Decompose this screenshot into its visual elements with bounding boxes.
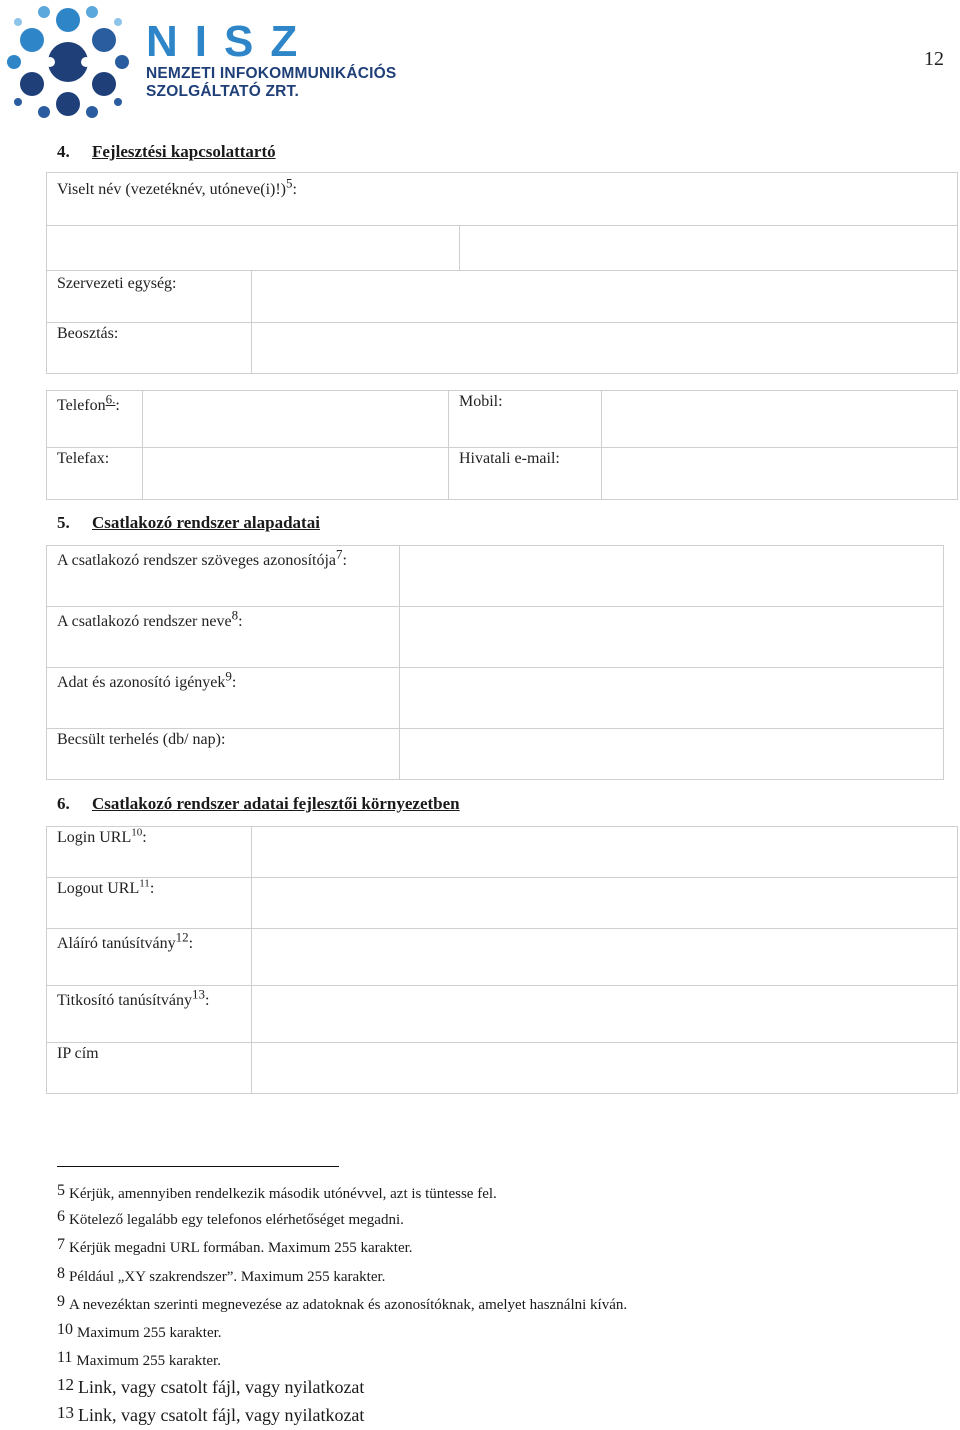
footnote-number: 10 [57, 1321, 73, 1338]
dev-environment-table [46, 826, 958, 1094]
login-url-label: Login URL [57, 829, 132, 846]
unit-label: Szervezeti egység: [57, 275, 177, 292]
label-suffix: : [342, 552, 347, 569]
section-title: Csatlakozó rendszer alapadatai [92, 513, 320, 532]
system-id-input-cell[interactable] [400, 546, 944, 607]
position-label: Beosztás: [57, 325, 119, 342]
footnote-number: 9 [57, 1293, 65, 1310]
fax-label: Telefax: [57, 450, 110, 467]
logo-line-2: SZOLGÁLTATÓ ZRT. [146, 83, 300, 100]
logout-url-label: Logout URL [57, 880, 140, 897]
footnote-ref-7[interactable]: 7 [336, 546, 343, 562]
dev-row-label-cell [47, 1043, 252, 1094]
dev-row-label-cell [47, 986, 252, 1043]
phone-label-cell [47, 391, 143, 448]
footnote-5 [57, 1182, 497, 1203]
footnote-text: Kérjük megadni URL formában. Maximum 255 karakter. [69, 1240, 413, 1256]
logo-line-1: NEMZETI INFOKOMMUNIKÁCIÓS [146, 65, 397, 82]
footnote-number: 13 [57, 1403, 74, 1422]
encryption-cert-input-cell[interactable] [252, 986, 958, 1043]
mobile-label-cell [449, 391, 602, 448]
footnote-10 [57, 1321, 222, 1342]
data-needs-label: Adat és azonosító igények [57, 674, 226, 691]
label-suffix: : [231, 674, 237, 691]
name-label-cell [47, 173, 958, 226]
position-input-cell[interactable] [252, 323, 958, 374]
email-label: Hivatali e-mail: [459, 450, 560, 467]
label-suffix: : [238, 613, 243, 630]
label-suffix: : [149, 880, 155, 897]
encryption-cert-label: Titkosító tanúsítvány [57, 992, 192, 1009]
footnote-ref-13[interactable]: 13 [191, 986, 205, 1002]
footnote-ref-11[interactable]: 11 [139, 877, 150, 890]
email-label-cell [449, 448, 602, 500]
section-6-heading [57, 794, 460, 814]
footnote-number: 7 [57, 1236, 65, 1253]
footnote-ref-8[interactable]: 8 [231, 607, 239, 623]
footnote-8 [57, 1265, 386, 1286]
footnote-ref-9[interactable]: 9 [225, 668, 232, 684]
label-suffix: : [142, 829, 147, 846]
name-input-cell-2[interactable] [460, 226, 958, 271]
footnote-9 [57, 1293, 628, 1314]
footnote-13 [57, 1405, 364, 1426]
dev-row-label-cell [47, 827, 252, 878]
footnote-number: 5 [57, 1182, 65, 1199]
footnote-text: Maximum 255 karakter. [76, 1353, 221, 1369]
footnote-text: Link, vagy csatolt fájl, vagy nyilatkozat [78, 1377, 365, 1397]
page-number: 12 [924, 48, 944, 70]
unit-label-cell [47, 271, 252, 323]
footnote-ref-12[interactable]: 12 [175, 929, 189, 945]
nisz-logo-mark-icon [4, 4, 132, 120]
label-suffix: : [204, 992, 210, 1009]
footnote-text: Például „XY szakrendszer”. Maximum 255 karakter. [69, 1269, 386, 1285]
system-name-label: A csatlakozó rendszer neve [57, 613, 232, 630]
section-title: Csatlakozó rendszer adatai fejlesztői környezetben [92, 794, 460, 813]
name-label: Viselt név (vezetéknév, utóneve(i)!) [57, 181, 287, 198]
fax-input-cell[interactable] [143, 448, 449, 500]
footnote-separator [57, 1166, 339, 1167]
logo-wordmark: NISZ [146, 17, 315, 66]
system-name-input-cell[interactable] [400, 607, 944, 668]
ip-address-label: IP cím [57, 1045, 99, 1062]
footnote-text: Kérjük, amennyiben rendelkezik második utónévvel, azt is tüntesse fel. [69, 1186, 497, 1202]
mobile-input-cell[interactable] [602, 391, 958, 448]
footnote-text: Maximum 255 karakter. [77, 1325, 222, 1341]
footnote-number: 12 [57, 1375, 74, 1394]
footnote-text: Link, vagy csatolt fájl, vagy nyilatkozat [78, 1405, 365, 1425]
section-5-heading [57, 513, 320, 533]
phone-input-cell[interactable] [143, 391, 449, 448]
footnote-ref-5[interactable]: 5 [286, 175, 293, 191]
logout-url-input-cell[interactable] [252, 878, 958, 929]
footnote-ref-10[interactable]: 10 [131, 826, 143, 839]
email-input-cell[interactable] [602, 448, 958, 500]
footnote-7 [57, 1236, 413, 1257]
phone-label: Telefon [57, 397, 106, 414]
footnote-number: 8 [57, 1265, 65, 1282]
name-label-suffix: : [292, 181, 297, 198]
load-estimate-label: Becsült terhelés (db/ nap): [57, 731, 226, 748]
section-title: Fejlesztési kapcsolattartó [92, 142, 276, 161]
position-label-cell [47, 323, 252, 374]
footnote-text: A nevezéktan szerinti megnevezése az adatoknak és azonosítóknak, amelyet használni kíván. [69, 1297, 628, 1313]
ip-address-input-cell[interactable] [252, 1043, 958, 1094]
label-suffix: : [188, 935, 194, 952]
unit-input-cell[interactable] [252, 271, 958, 323]
name-input-cell-1[interactable] [47, 226, 460, 271]
footnote-number: 11 [57, 1349, 73, 1366]
system-basics-table [46, 545, 944, 780]
section-number: 5. [57, 513, 70, 532]
footnote-number: 6 [57, 1208, 65, 1225]
signing-cert-label: Aláíró tanúsítvány [57, 935, 176, 952]
footnote-text: Kötelező legalább egy telefonos elérhetőséget megadni. [69, 1212, 404, 1228]
footnote-ref-6[interactable]: 6. [105, 391, 116, 407]
fax-label-cell [47, 448, 143, 500]
footnote-11 [57, 1349, 221, 1370]
system-row-label-cell [47, 546, 400, 607]
dev-row-label-cell [47, 878, 252, 929]
dev-row-label-cell [47, 929, 252, 986]
login-url-input-cell[interactable] [252, 827, 958, 878]
footnote-12 [57, 1377, 364, 1398]
system-row-label-cell [47, 668, 400, 729]
section-number: 6. [57, 794, 70, 813]
load-estimate-input-cell[interactable] [400, 729, 944, 780]
contact-name-table [46, 172, 958, 374]
footnote-6 [57, 1208, 404, 1229]
system-row-label-cell [47, 607, 400, 668]
section-number: 4. [57, 142, 70, 161]
phone-label-suffix: : [115, 397, 120, 414]
system-id-label: A csatlakozó rendszer szöveges azonosítója [57, 552, 337, 569]
mobile-label: Mobil: [459, 393, 503, 410]
data-needs-input-cell[interactable] [400, 668, 944, 729]
contact-phone-table [46, 390, 958, 500]
signing-cert-input-cell[interactable] [252, 929, 958, 986]
system-row-label-cell [47, 729, 400, 780]
section-4-heading [57, 142, 276, 162]
